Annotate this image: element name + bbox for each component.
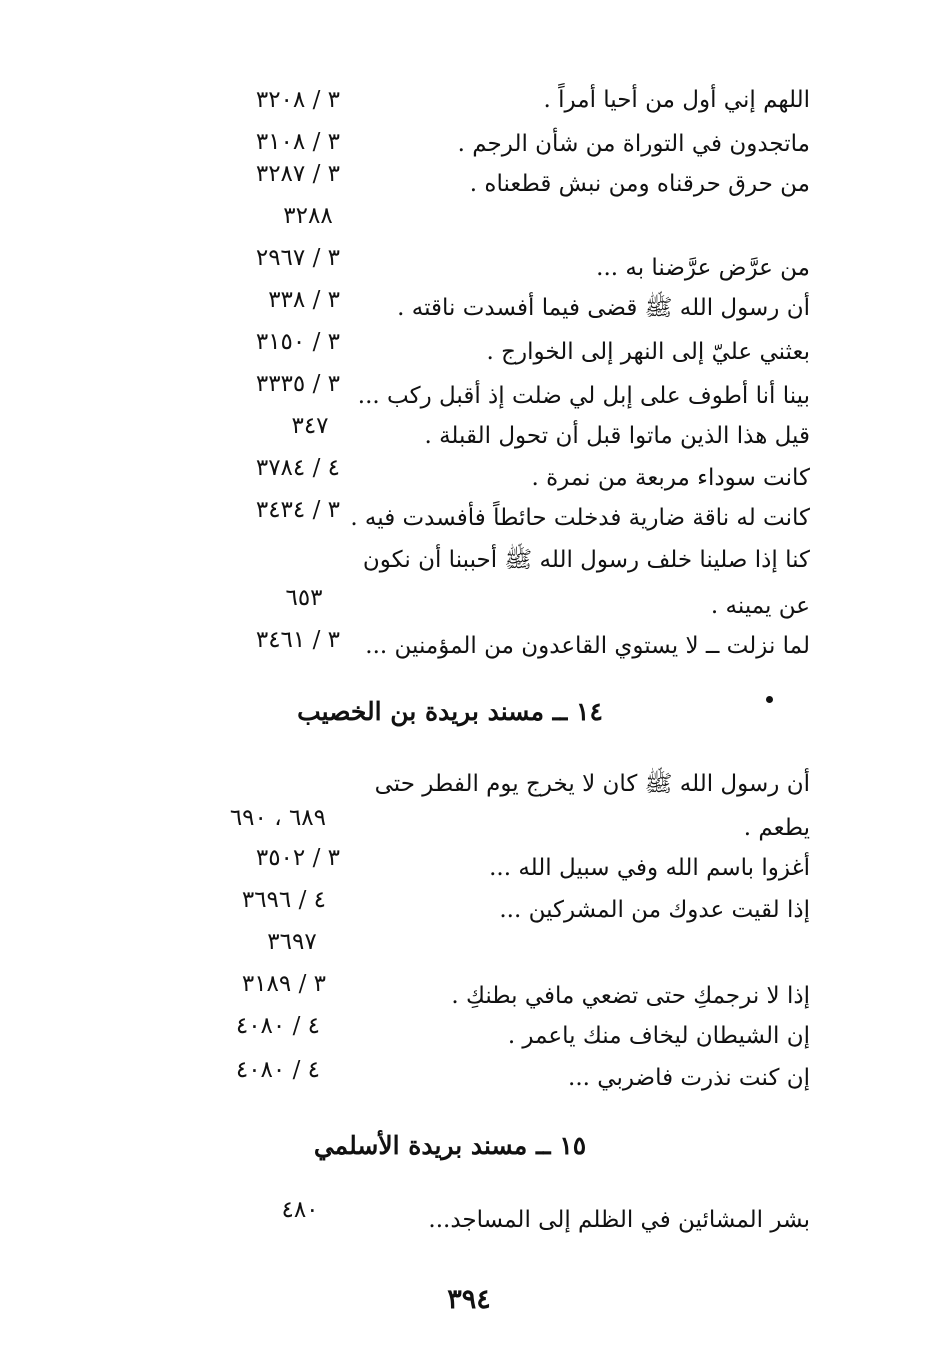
hadith-reference: ٤ / ٣٦٩٦ [241,887,326,913]
hadith-text: إن الشيطان ليخاف منك ياعمر . [507,1023,810,1049]
hadith-reference: ٣ / ٣٣٣٥ [255,371,340,397]
hadith-reference: ٣ / ٣١٨٩ [241,971,326,997]
hadith-text: من حرق حرقناه ومن نبش قطعناه . [469,171,810,197]
hadith-reference: ٣٦٩٧ [267,929,317,955]
hadith-reference: ٤ / ٤٠٨٠ [235,1057,320,1083]
hadith-reference: ٣ / ٣٢٨٧ [255,161,340,187]
hadith-text: قيل هذا الذين ماتوا قبل أن تحول القبلة . [424,423,810,449]
hadith-text: من عرَّض عرَّضنا به ... [596,255,810,281]
hadith-reference: ٣ / ٣٣٨ [268,287,340,313]
hadith-text: كانت له ناقة ضارية فدخلت حائطاً فأفسدت فيه . [350,505,810,531]
hadith-text: أن رسول الله ﷺ كان لا يخرج يوم الفطر حتى [374,771,810,797]
section-heading: ١٤ ــ مسند بريدة بن الخصيب [297,697,603,726]
section-heading: ١٥ ــ مسند بريدة الأسلمي [313,1131,587,1160]
hadith-reference: ٣٤٧ [291,413,329,439]
page-number: ٣٩٤ [447,1284,491,1315]
hadith-text: إن كنت نذرت فاضربي ... [568,1065,810,1091]
hadith-reference: ٣ / ٣٢٠٨ [255,87,340,113]
hadith-reference: ٤ / ٤٠٨٠ [235,1013,320,1039]
hadith-text: ماتجدون في التوراة من شأن الرجم . [457,131,810,157]
hadith-text: إذا لا نرجمكِ حتى تضعي مافي بطنكِ . [451,983,810,1009]
hadith-text: إذا لقيت عدوك من المشركين ... [499,897,810,923]
hadith-reference: ٤ / ٣٧٨٤ [255,455,340,481]
hadith-text: كنا إذا صلينا خلف رسول الله ﷺ أحببنا أن نكون [362,547,810,573]
hadith-reference: ٣ / ٣٤٦١ [255,627,340,653]
hadith-reference: ٣ / ٢٩٦٧ [255,245,340,271]
stray-dot [766,696,773,703]
hadith-text: بينا أنا أطوف على إبل لي ضلت إذ أقبل ركب ... [357,383,810,409]
hadith-text: بعثني عليّ إلى النهر إلى الخوارج . [486,339,810,365]
hadith-reference: ٣ / ٣١٥٠ [255,329,340,355]
hadith-reference: ٣٢٨٨ [283,203,333,229]
hadith-reference: ٣ / ٣٥٠٢ [255,845,340,871]
hadith-text: اللهم إني أول من أحيا أمراً . [543,87,810,113]
hadith-text: لما نزلت ــ لا يستوي القاعدون من المؤمنين ... [365,633,810,659]
hadith-text: عن يمينه . [710,593,810,619]
hadith-text: يطعم . [743,815,810,841]
hadith-reference: ٣ / ٣٤٣٤ [255,497,340,523]
hadith-reference: ٦٥٣ [285,585,323,611]
hadith-text: أن رسول الله ﷺ قضى فيما أفسدت ناقته . [397,295,810,321]
hadith-reference: ٤٨٠ [281,1197,319,1223]
hadith-text: أغزوا باسم الله وفي سبيل الله ... [489,855,810,881]
hadith-reference: ٣ / ٣١٠٨ [255,129,340,155]
hadith-text: كانت سوداء مربعة من نمرة . [531,465,810,491]
hadith-reference: ٦٨٩ ، ٦٩٠ [229,805,326,831]
hadith-text: بشر المشائين في الظلم إلى المساجد... [428,1207,810,1233]
